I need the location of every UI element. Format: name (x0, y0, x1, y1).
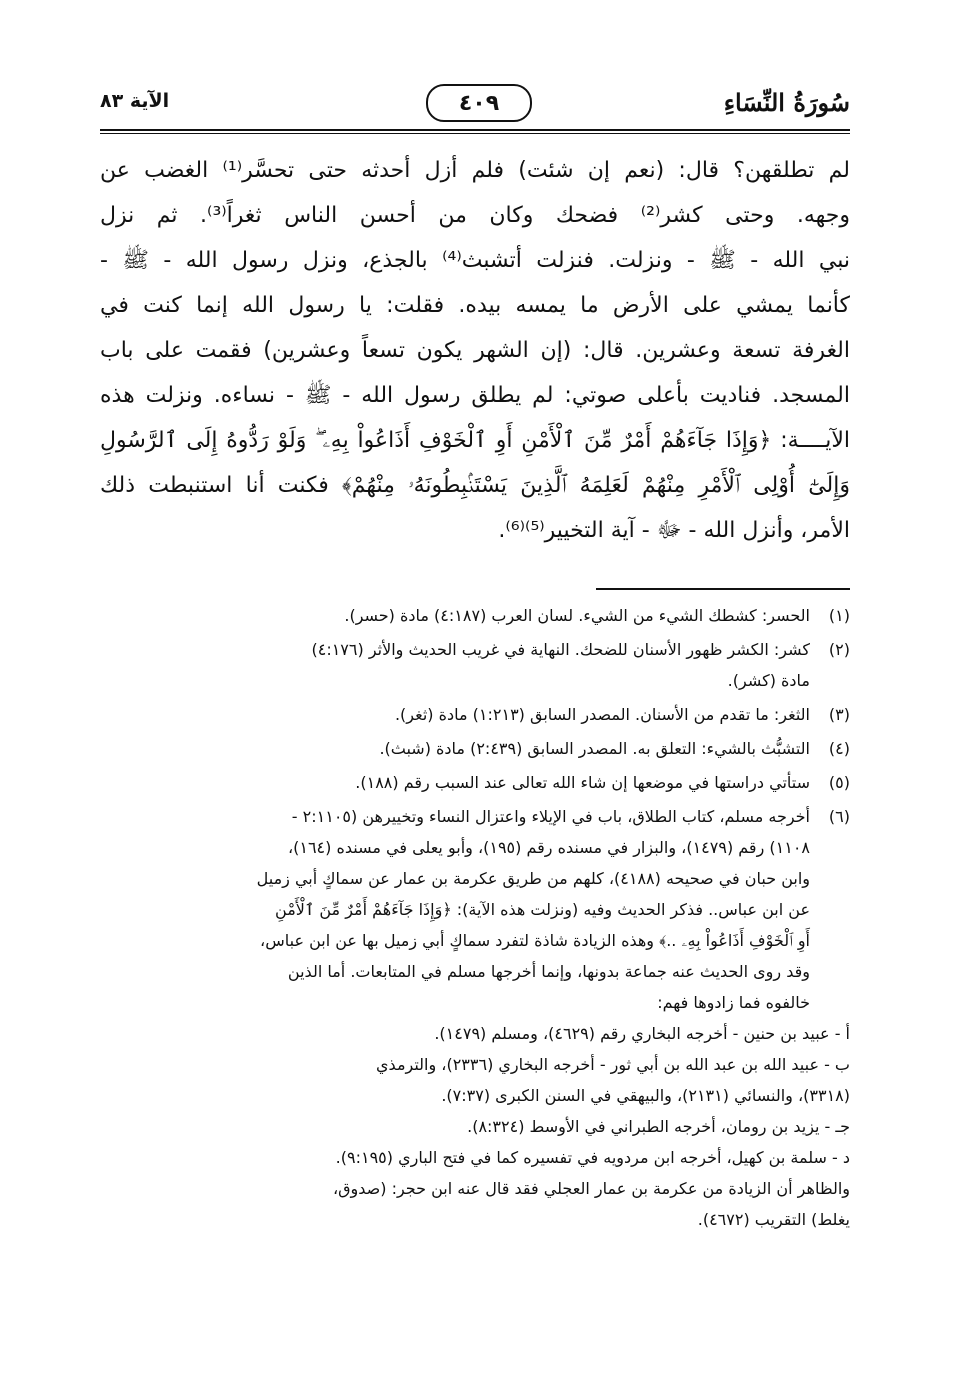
footnote-number: (٥) (828, 773, 850, 792)
ayah-reference: الآية ٨٣ (100, 90, 170, 112)
surah-name: سُورَةُ النِّسَاءِ (723, 88, 850, 117)
footnote-tail-line: يغلط) التقريب (٤٦٧٢). (697, 1210, 850, 1229)
footnote-tail-line: د - سلمة بن كهيل، أخرجه ابن مردويه في تفسيره كما في فتح الباري (٩:١٩٥). (335, 1148, 850, 1167)
main-text (100, 148, 850, 553)
footnote-1 (100, 600, 850, 631)
footnote-continuation: وابن حبان في صحيحه (٤١٨٨)، كلهم من طريق عكرمة بن عمار عن سماكٍ أبي زميل (256, 869, 810, 888)
footnote-text: كشر: الكشر ظهور الأسنان للضحك. النهاية في غريب الحديث والأثر (٤:١٧٦) (311, 640, 810, 659)
footnote-3 (100, 699, 850, 730)
page-number: ٤٠٩ (426, 84, 532, 122)
quran-verse-line: وَإِلَىٰٓ أُوْلِى ٱلْأَمْرِ مِنْهُمْ لَعَلِمَهُ ٱلَّذِينَ يَسْتَنۢبِطُونَهُۥ مِنْهُمْ﴾ فكنت أنا استنبطت ذلك (100, 473, 850, 498)
header-rule-thin (100, 133, 850, 134)
main-text-line: كأنما يمشي على الأرض ما يمسه بيده. فقلت: يا رسول الله إنما كنت في (100, 293, 850, 318)
header-rule (100, 129, 850, 131)
quran-verse-line: الآيــــة: ﴿وَإِذَا جَآءَهُمْ أَمْرٌ مِّنَ ٱلْأَمْنِ أَوِ ٱلْخَوْفِ أَذَاعُواْ بِهِۦ ۖ وَلَوْ رَدُّوهُ إِلَى ٱلرَّسُولِ (100, 428, 850, 453)
footnote-number: (٦) (828, 807, 850, 826)
footnote-continuation: ١١٠٨) رقم (١٤٧٩)، والبزار في مسنده رقم (١٩٥)، وأبو يعلى في مسنده (١٦٤)، (287, 838, 810, 857)
footnote-2 (100, 634, 850, 665)
main-text-line: المسجد. فناديت بأعلى صوتي: لم يطلق رسول الله - ﷺ - نساءه. ونزلت هذه (100, 383, 850, 408)
footnote-text: الثغر: ما تقدم من الأسنان. المصدر السابق (١:٢١٣) مادة (ثغر). (394, 705, 810, 724)
main-text-line: نبي الله - ﷺ - ونزلت. فنزلت أتشبث⁽⁴⁾ بالجذع، ونزل رسول الله - ﷺ - (100, 248, 850, 273)
main-text-line: وجهه. وحتى كشر⁽²⁾ فضحك وكان من أحسن الناس ثغراً⁽³⁾. ثم نزل (100, 203, 850, 228)
main-text-line: الأمر، وأنزل الله - ﷻ - آية التخيير⁽⁵⁾⁽⁶⁾. (498, 518, 850, 543)
footnote-4 (100, 733, 850, 764)
footnote-continuation: أَوِ ٱلْخَوْفِ أَذَاعُواْ بِهِۦ ..﴾ وهذه الزيادة شاذة لتفرد سماكٍ أبي زميل بها عن ابن عباس، (260, 931, 810, 950)
footnote-text: أخرجه مسلم، كتاب الطلاق، باب في الإيلاء واعتزال النساء وتخييرهن (٢:١١٠٥ - (291, 807, 810, 826)
footnote-tail-line: والظاهر أن الزيادة من عكرمة بن عمار العجلي فقد قال عنه ابن حجر: (صدوق، (332, 1179, 850, 1198)
footnote-continuation: خالفوه فما زادوها فهم: (657, 993, 810, 1012)
footnote-tail-line: أ - عبيد بن حنين - أخرجه البخاري رقم (٤٦٢٩)، ومسلم (١٤٧٩). (434, 1024, 850, 1043)
footnote-text: الحسر: كشطك الشيء من الشيء. لسان العرب (٤:١٨٧) مادة (حسر). (344, 606, 810, 625)
footnote-number: (٢) (828, 640, 850, 659)
footnote-text: التشبُّث بالشيء: التعلق به. المصدر السابق (٢:٤٣٩) مادة (شبث). (379, 739, 810, 758)
main-text-line: الغرفة تسعة وعشرين. قال: (إن الشهر يكون تسعاً وعشرين) فقمت على باب (100, 338, 850, 363)
footnote-continuation: وقد روى الحديث عنه جماعة بدونها، وإنما أخرجها مسلم في المتابعات. أما الذين (287, 962, 810, 981)
footnote-5 (100, 767, 850, 798)
footnote-tail-line: ب - عبيد الله بن عبد الله بن أبي ثور - أخرجه البخاري (٢٣٣٦)، والترمذي (376, 1055, 850, 1074)
footnote-tail-line: (٣٣١٨)، والنسائي (٢١٣١)، والبيهقي في السنن الكبرى (٧:٣٧). (441, 1086, 850, 1105)
footnote-6 (100, 801, 850, 832)
footnote-number: (٤) (828, 739, 850, 758)
footnote-number: (٣) (828, 705, 850, 724)
footnote-continuation: عن ابن عباس.. فذكر الحديث وفيه (ونزلت هذه الآية): ﴿وَإِذَا جَآءَهُمْ أَمْرٌ مِّنَ ٱلْأَمْنِ (275, 900, 810, 919)
footnote-continuation: مادة (كشر). (727, 671, 810, 690)
footnote-separator (596, 588, 850, 590)
footnote-text: ستأتي دراستها في موضعها إن شاء الله تعالى عند السبب رقم (١٨٨). (355, 773, 810, 792)
footnote-tail-line: جـ - يزيد بن رومان، أخرجه الطبراني في الأوسط (٨:٣٢٤). (467, 1117, 850, 1136)
main-text-line: لم تطلقهن؟ قال: (نعم إن شئت) فلم أزل أحدثه حتى تحسَّر⁽¹⁾ الغضب عن (100, 158, 851, 183)
footnote-number: (١) (828, 606, 850, 625)
page-header (100, 82, 850, 128)
footnotes (100, 600, 850, 1235)
